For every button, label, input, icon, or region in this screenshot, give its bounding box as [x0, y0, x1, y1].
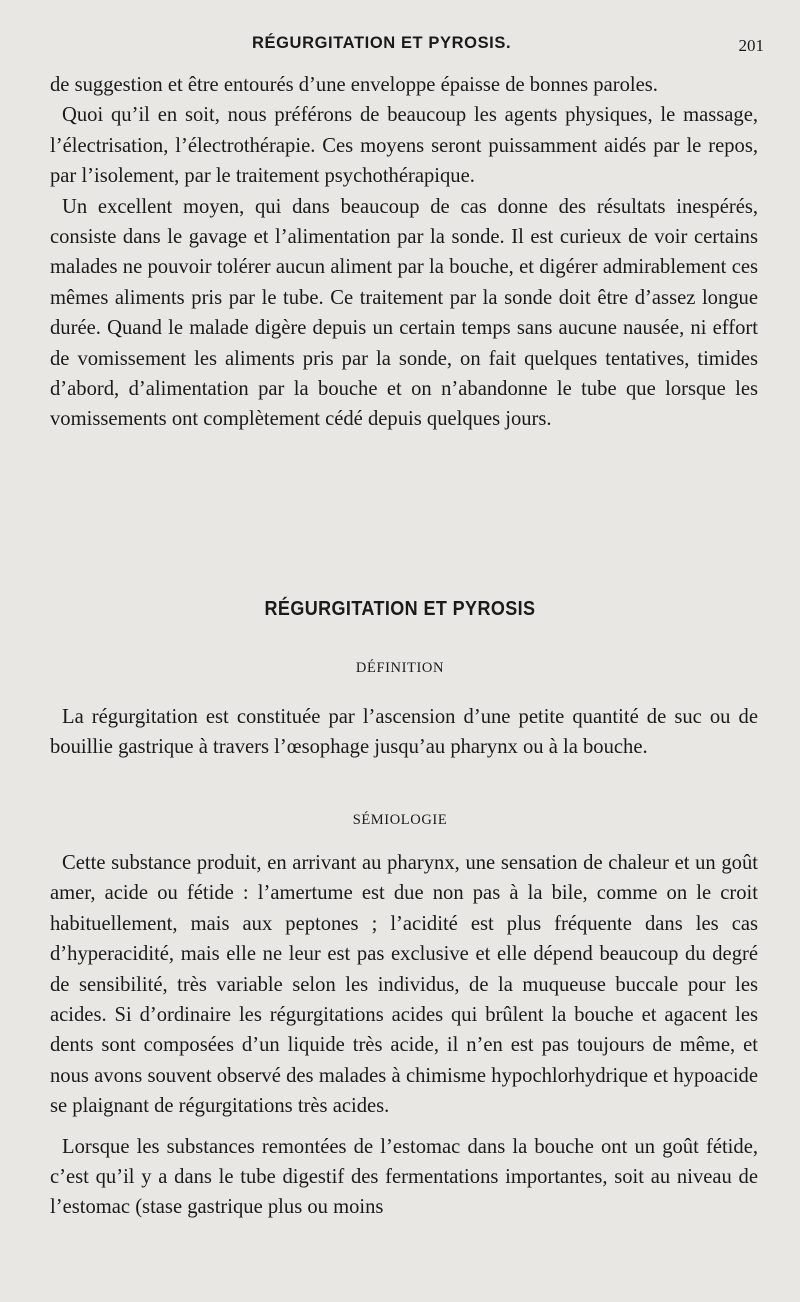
paragraph-semiology-fetid: Lorsque les substances remontées de l’estomac dans la bouche ont un goût fétide, c’est qu’il y a dans le tube digestif des fermentations importantes, soit au niveau de l’estomac (stase gastrique plus ou moins	[50, 1135, 758, 1219]
text-block-continuation	[50, 70, 758, 435]
paragraph-physical-agents: Quoi qu’il en soit, nous préférons de beaucoup les agents physiques, le massage, l’électrisation, l’électrothérapie. Ces moyens seront puissamment aidés par le repos, par l’isolement, par le traitement psychothérapique.	[50, 104, 758, 188]
paragraph-continuation: de suggestion et être entourés d’une enveloppe épaisse de bonnes paroles.	[50, 74, 658, 96]
subheading-semiology: SÉMIOLOGIE	[352, 812, 448, 828]
text-block-definition	[50, 702, 758, 763]
paragraph-semiology-taste: Cette substance produit, en arrivant au pharynx, une sensation de chaleur et un goût amer, acide ou fétide : l’amertume est due non pas à la bile, comme on le croit habituellement, mais aux peptones ; l’acidité est plus fréquente dans les cas d’hyperacidité, mais elle ne leur est pas exclusive et elle dépend beaucoup du degré de sensibilité, très variable selon les individus, de la muqueuse buccale pour les acides. Si d’ordinaire les régurgitations acides qui brûlent la bouche et agacent les dents sont composées d’un liquide très acide, il n’en est pas toujours de même, et nous avons souvent observé des malades à chimisme hypochlorhydrique et hypoacide se plaignant de régurgitations très acides.	[50, 852, 758, 1118]
paragraph-definition: La régurgitation est constituée par l’ascension d’une petite quantité de suc ou de bouillie gastrique à travers l’œsophage jusqu’au pharynx ou à la bouche.	[50, 706, 758, 759]
subheading-definition: DÉFINITION	[355, 660, 445, 676]
running-title: RÉGURGITATION ET PYROSIS.	[252, 34, 512, 52]
page-number: 201	[738, 36, 764, 55]
paragraph-tube-feeding: Un excellent moyen, qui dans beaucoup de cas donne des résultats inespérés, consiste dans le gavage et l’alimentation par la sonde. Il est curieux de voir certains malades ne pouvoir tolérer aucun aliment par la bouche, et digérer admirablement ces mêmes aliments pris par le tube. Ce traitement par la sonde doit être d’assez longue durée. Quand le malade digère depuis un certain temps sans aucune nausée, ni effort de vomissement les aliments pris par la sonde, on fait quelques tentatives, timides d’abord, d’alimentation par la bouche et on n’abandonne le tube que lorsque les vomissements ont complètement cédé depuis quelques jours.	[50, 195, 758, 431]
text-block-semiology	[50, 848, 758, 1223]
running-header	[0, 34, 800, 56]
section-title: RÉGURGITATION ET PYROSIS	[264, 596, 536, 620]
